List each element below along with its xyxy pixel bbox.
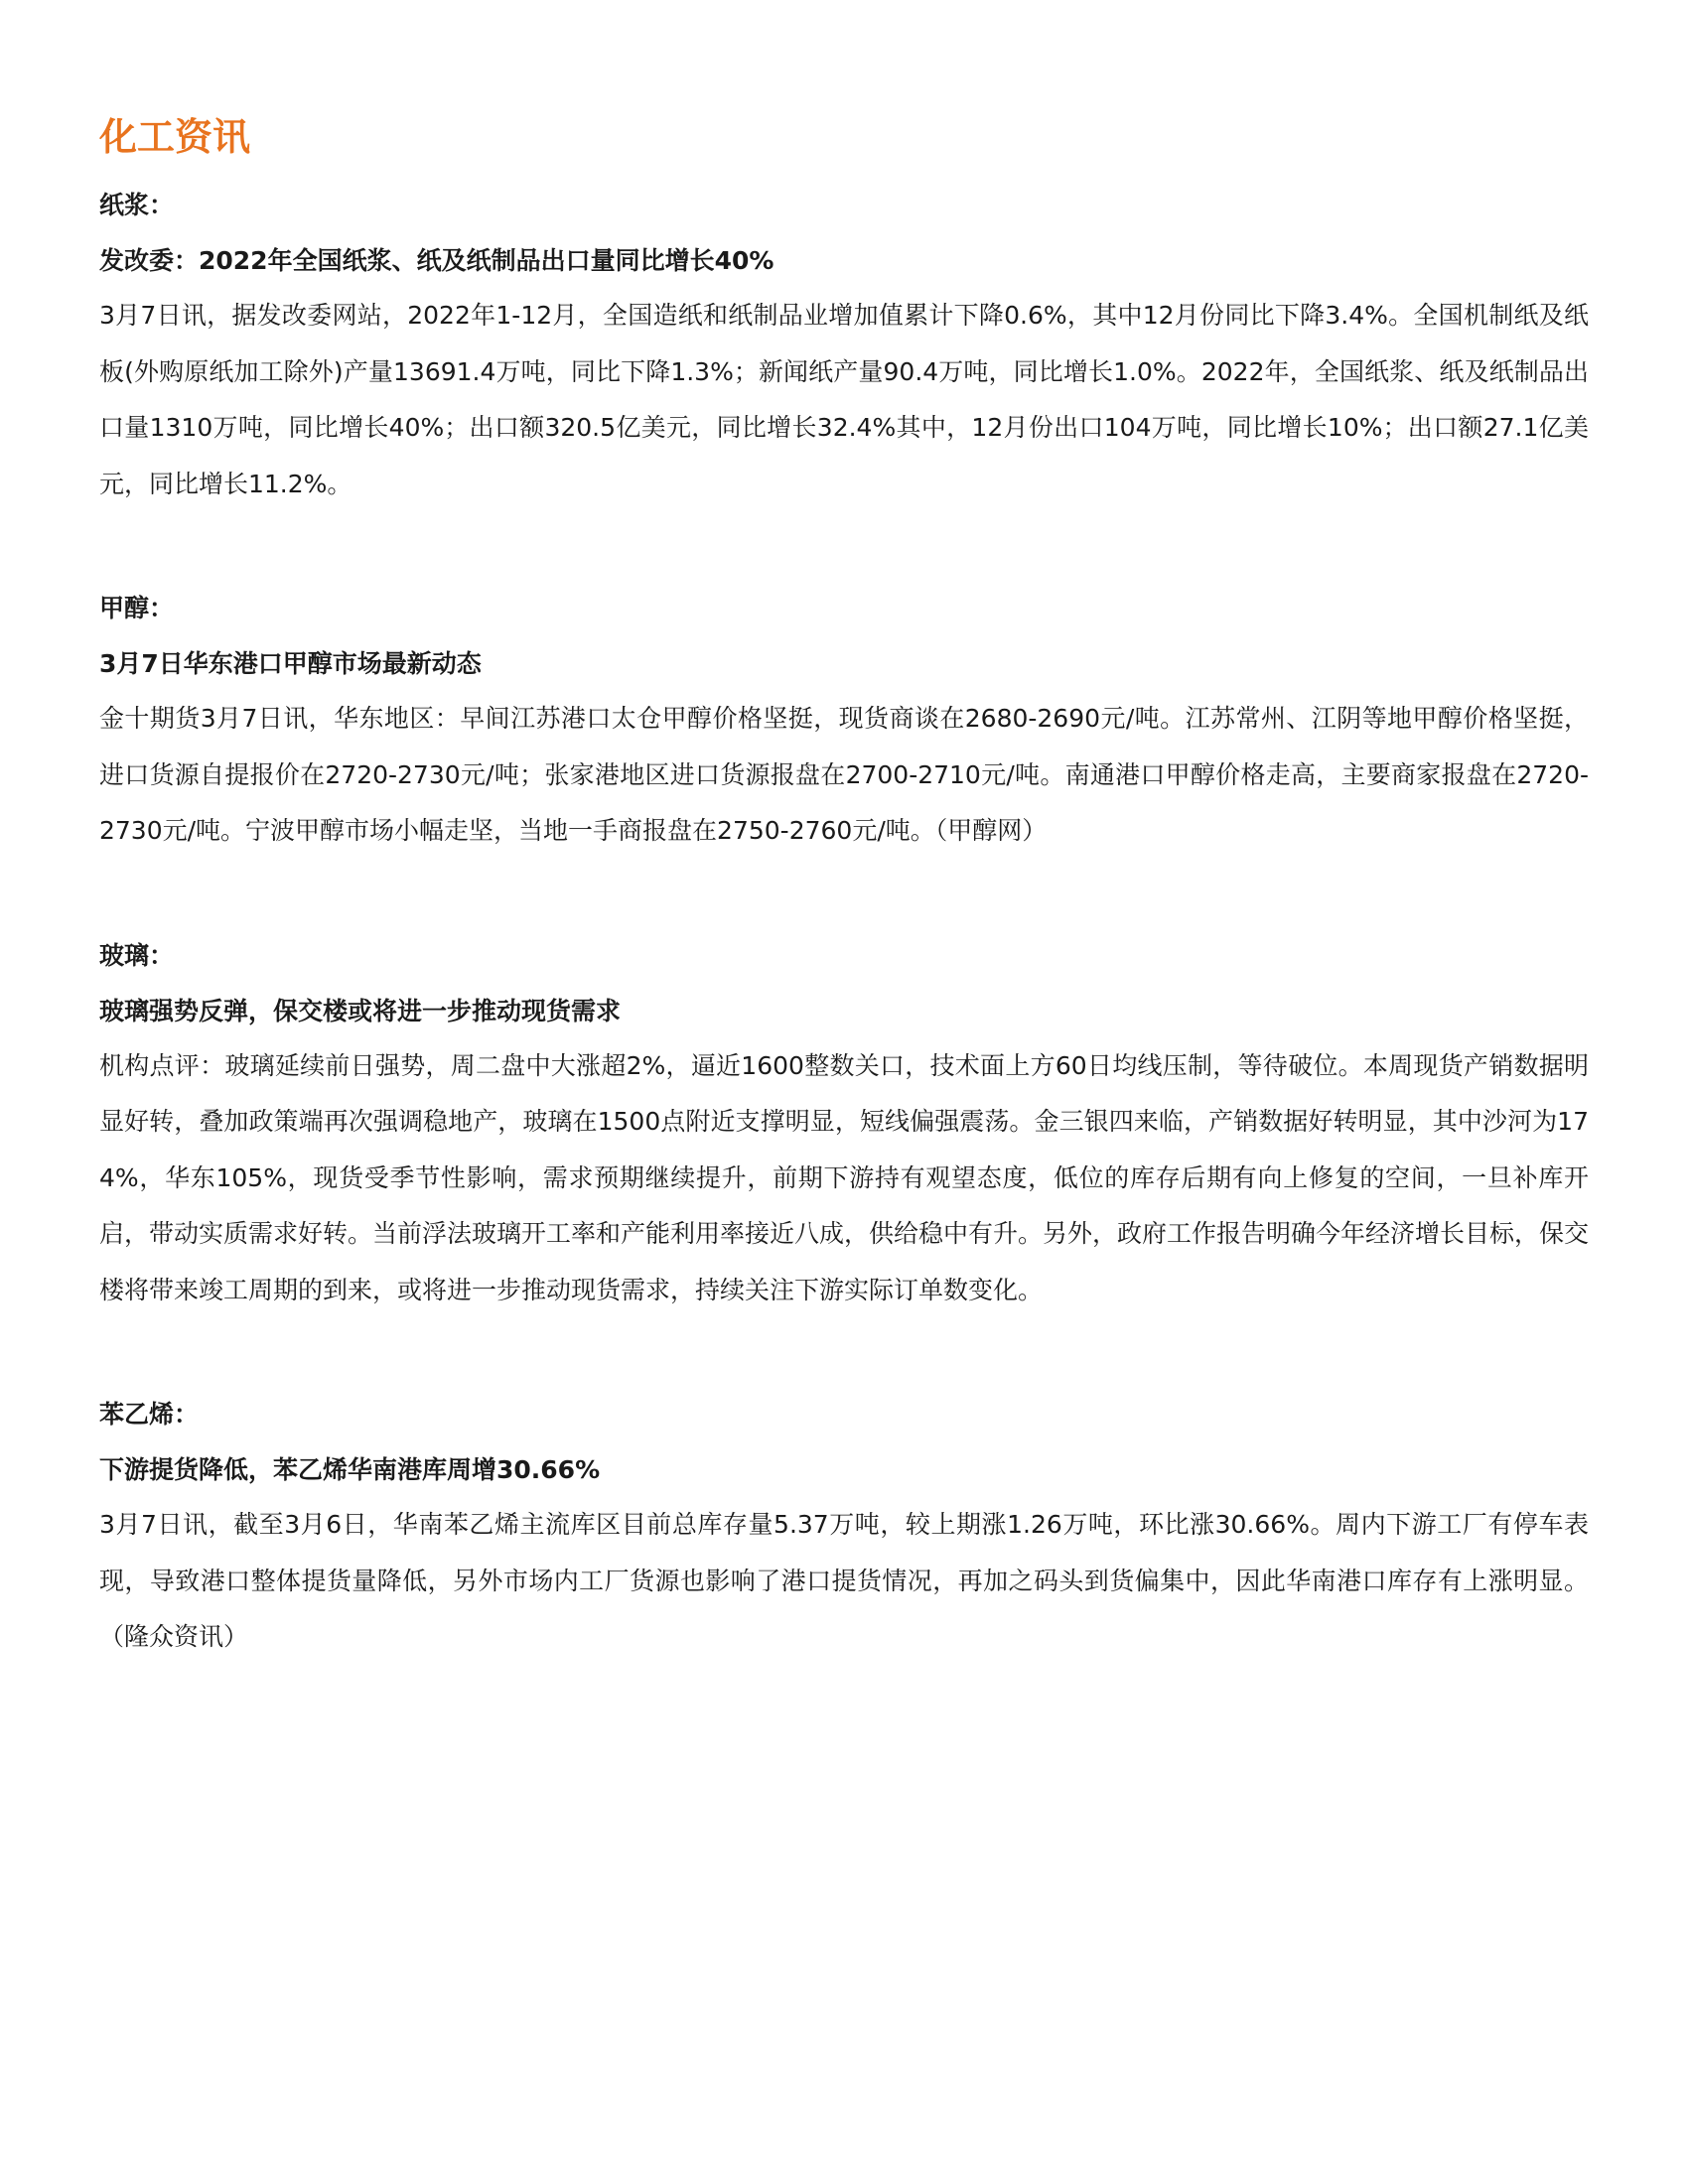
news-headline: 发改委：2022年全国纸浆、纸及纸制品出口量同比增长40% [99,246,774,275]
news-body: 3月7日讯，据发改委网站，2022年1-12月，全国造纸和纸制品业增加值累计下降0.6%，其中12月份同比下降3.4%。全国机制纸及纸板(外购原纸加工除外)产量13691.4万吨，同比下降1.3%；新闻纸产量90.4万吨，同比增长1.0%。2022年，全国纸浆、纸及纸制品出口量1310万吨，同比增长40%；出口额320.5亿美元，同比增长32.4%其中，12月份出口104万吨，同比增长10%；出口额27.1亿美元，同比增长11.2%。 [99,301,1589,498]
news-headline: 下游提货降低，苯乙烯华南港库周增30.66% [99,1455,601,1484]
section-label: 玻璃： [99,940,175,970]
section-styrene [99,1386,1589,1666]
news-body: 机构点评：玻璃延续前日强势，周二盘中大涨超2%，逼近1600整数关口，技术面上方60日均线压制，等待破位。本周现货产销数据明显好转，叠加政策端再次强调稳地产，玻璃在1500点附近支撑明显，短线偏强震荡。金三银四来临，产销数据好转明显，其中沙河为174%，华东105%，现货受季节性影响，需求预期继续提升，前期下游持有观望态度，低位的库存后期有向上修复的空间，一旦补库开启，带动实质需求好转。当前浮法玻璃开工率和产能利用率接近八成，供给稳中有升。另外，政府工作报告明确今年经济增长目标，保交楼将带来竣工周期的到来，或将进一步推动现货需求，持续关注下游实际订单数变化。 [99,1050,1590,1304]
news-body: 3月7日讯，截至3月6日，华南苯乙烯主流库区目前总库存量5.37万吨，较上期涨1.26万吨，环比涨30.66%。周内下游工厂有停车表现，导致港口整体提货量降低，另外市场内工厂货源也影响了港口提货情况，再加之码头到货偏集中，因此华南港口库存有上涨明显。（隆众资讯） [99,1510,1589,1651]
section-label: 纸浆： [99,191,175,219]
section-methanol [99,580,1589,860]
document-page [99,111,1589,1733]
section-glass [99,927,1589,1319]
news-headline: 玻璃强势反弹，保交楼或将进一步推动现货需求 [99,996,622,1025]
page-title: 化工资讯 [99,115,251,159]
section-pulp [99,177,1589,512]
section-label: 甲醇： [99,594,175,622]
news-headline: 3月7日华东港口甲醇市场最新动态 [99,649,482,678]
news-body: 金十期货3月7日讯，华东地区：早间江苏港口太仓甲醇价格坚挺，现货商谈在2680-2690元/吨。江苏常州、江阴等地甲醇价格坚挺，进口货源自提报价在2720-2730元/吨；张家港地区进口货源报盘在2700-2710元/吨。南通港口甲醇价格走高，主要商家报盘在2720-2730元/吨。宁波甲醇市场小幅走坚，当地一手商报盘在2750-2760元/吨。（甲醇网） [99,704,1589,845]
section-label: 苯乙烯： [99,1400,200,1429]
